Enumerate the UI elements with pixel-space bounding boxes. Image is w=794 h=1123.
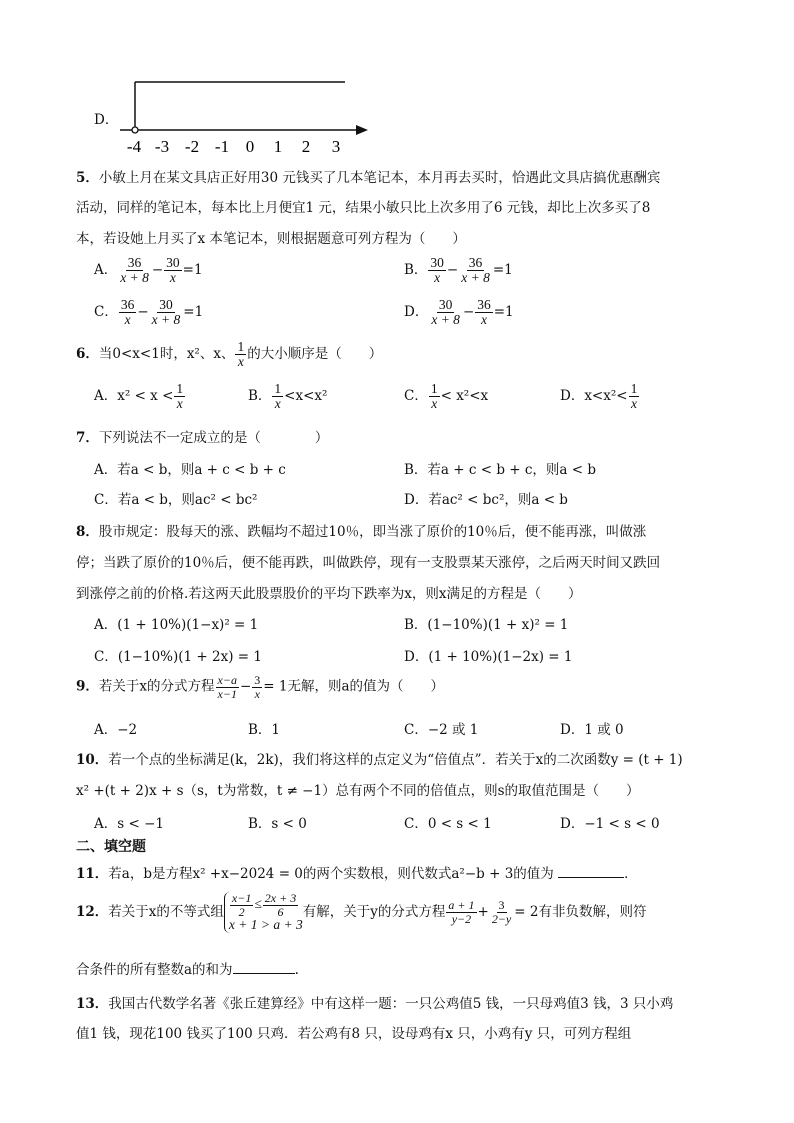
tick-label: -2 <box>184 137 200 156</box>
tick-label: 2 <box>301 137 311 156</box>
q5-option-a: A． $\frac{36}{x + 8}$ − $\frac{30}{x}$ =1 <box>94 255 203 286</box>
fraction-1-over-x: $\frac{1}{x}$ <box>237 339 245 370</box>
open-circle <box>132 127 138 133</box>
fraction: $\frac{36}{x}$ <box>477 297 491 328</box>
tick-label: 3 <box>331 137 341 156</box>
option-label: C． <box>94 304 118 321</box>
tick-label: -4 <box>126 137 142 156</box>
q5-option-c: C． $\frac{36}{x}$ − $\frac{30}{x + 8}$ =1 <box>94 297 204 328</box>
q10-line1: 10．若一个点的坐标满足(k，2k)，我们将这样的点定义为“倍值点”．若关于x的二次函数y = (t + 1) <box>76 752 683 768</box>
q7-option-b: B．若a + c < b + c，则a < b <box>404 462 596 478</box>
q10-option-c: C．0 < s < 1 <box>404 816 492 832</box>
q6-number: 6． <box>76 346 99 363</box>
fraction: $\frac{x-a}{x-1}$ <box>217 673 237 701</box>
q5-option-d: D． $\frac{30}{x + 8}$ − $\frac{36}{x}$ =1 <box>404 297 514 328</box>
inequality-system: $\frac{x-1}{2}$ ≤ $\frac{2x + 3}{6}$ x + 1 > a + 3 <box>224 892 303 933</box>
q9-stem: 9．若关于x的分式方程 $\frac{x-a}{x-1}$ − $\frac{3}{x}$ = 1无解，则a的值为（ ） <box>76 673 445 701</box>
q7-option-d: D．若ac² < bc²，则a < b <box>404 492 568 508</box>
q7-stem: 7．下列说法不一定成立的是（ ） <box>76 430 329 446</box>
q6-option-c: C． $\frac{1}{x}$ < x²<x <box>404 381 489 412</box>
q10-option-d: D．−1 < s < 0 <box>560 816 660 832</box>
q9-number: 9． <box>76 678 99 695</box>
q10-line2: x² +(t + 2)x + s（s，t为常数，t ≠ −1）总有两个不同的倍值点，则s的取值范围是（ ） <box>76 783 640 799</box>
fraction: $\frac{36}{x}$ <box>120 297 135 328</box>
fraction: $\frac{3}{x}$ <box>254 673 261 701</box>
option-label: D． <box>404 304 429 321</box>
fraction: $\frac{a + 1}{y-2}$ <box>448 898 475 927</box>
q13-line2: 值1 钱，现花100 钱买了100 只鸡．若公鸡有8 只，设母鸡有x 只，小鸡有y 只，可列方程组 <box>76 1026 632 1042</box>
q8-option-b: B．(1−10%)(1 + x)² = 1 <box>404 617 569 633</box>
section-title-fill-in: 二、填空题 <box>76 839 146 855</box>
option-label: B． <box>404 262 428 279</box>
fraction: $\frac{30}{x}$ <box>166 255 180 286</box>
q9-option-d: D．1 或 0 <box>560 722 624 738</box>
tick-label: 1 <box>273 137 283 156</box>
q11-number: 11． <box>76 866 109 882</box>
option-d-label: D． <box>94 112 119 128</box>
fraction: $\frac{36}{x + 8}$ <box>120 255 149 286</box>
q5-line2: 活动，同样的笔记本，每本比上月便宜1 元，结果小敏只比上次多用了6 元钱，却比上次多买了8 <box>76 200 651 216</box>
q5-line3: 本，若设她上月买了x 本笔记本，则根据题意可列方程为（ ） <box>76 231 466 247</box>
number-line-figure <box>110 72 380 162</box>
q9-option-c: C．−2 或 1 <box>404 722 479 738</box>
q12-number: 12． <box>76 904 109 921</box>
tick-label: -3 <box>154 137 170 156</box>
q7-option-a: A．若a < b，则a + c < b + c <box>94 462 286 478</box>
q5-line1 <box>76 166 660 186</box>
q9-option-a: A．−2 <box>94 722 138 738</box>
q8-line3: 到涨停之前的价格.若这两天此股票股价的平均下跌率为x，则x满足的方程是（ ） <box>76 586 582 602</box>
q7-number: 7． <box>76 430 99 446</box>
q7-option-c: C．若a < b，则ac² < bc² <box>94 492 258 508</box>
q6-stem: 6．当0<x<1时，x²、x、 $\frac{1}{x}$ 的大小顺序是（ ） <box>76 339 383 370</box>
fraction: $\frac{3}{2-y}$ <box>491 898 512 927</box>
q8-option-c: C．(1−10%)(1 + 2x) = 1 <box>94 649 262 665</box>
q12-line1: 12．若关于x的不等式组 $\frac{x-1}{2}$ ≤ $\frac{2x + 3}{6}$ x + 1 > a + 3 有解，关于y的分式方程 $\frac{a + 1}{y-2}$ + $\frac{3}{2-y}$ = 2有非负数解，则符 <box>76 891 647 933</box>
answer-blank[interactable] <box>233 973 295 974</box>
tick-label: 0 <box>245 137 255 156</box>
fraction: $\frac{36}{x + 8}$ <box>461 255 490 286</box>
q5-text-1: 小敏上月在某文具店正好用30 元钱买了几本笔记本，本月再去买时，恰遇此文具店搞优惠酬宾 <box>98 170 661 186</box>
q10-option-a: A．s < −1 <box>94 816 164 832</box>
q8-line1: 8．股市规定：股每天的涨、跌幅均不超过10％，即当涨了原价的10％后，便不能再涨，叫做涨 <box>76 524 647 540</box>
axis-arrow <box>356 125 368 135</box>
q5-option-b: B． $\frac{30}{x}$ − $\frac{36}{x + 8}$ =1 <box>404 255 513 286</box>
q8-option-d: D．(1 + 10%)(1−2x) = 1 <box>404 649 573 665</box>
tick-label: -1 <box>214 137 230 156</box>
fraction: $\frac{30}{x}$ <box>430 255 444 286</box>
q5-number: 5． <box>76 170 99 186</box>
q10-number: 10． <box>76 752 109 768</box>
q8-number: 8． <box>76 524 99 540</box>
q6-option-d: D．x<x²< $\frac{1}{x}$ <box>560 381 638 412</box>
fraction: $\frac{30}{x + 8}$ <box>151 297 181 328</box>
q6-option-b: B． $\frac{1}{x}$ <x<x² <box>248 381 328 412</box>
q6-option-a: A．x² < x < $\frac{1}{x}$ <box>94 381 184 412</box>
q8-line2: 停；当跌了原价的10％后，便不能再跌，叫做跌停，现有一支股票某天涨停，之后两天时间又跌回 <box>76 555 661 571</box>
fraction: $\frac{30}{x + 8}$ <box>431 297 460 328</box>
q11-stem: 11．若a，b是方程x² +x−2024 = 0的两个实数根，则代数式a²−b + 3的值为 ． <box>76 866 638 882</box>
option-label: A． <box>94 262 118 279</box>
q9-option-b: B．1 <box>248 722 281 738</box>
answer-blank[interactable] <box>558 877 624 878</box>
q13-line1: 13．我国古代数学名著《张丘建算经》中有这样一题：一只公鸡值5 钱，一只母鸡值3 钱，3 只小鸡 <box>76 996 674 1012</box>
q12-line2: 合条件的所有整数a的和为 . <box>76 962 299 978</box>
q13-number: 13． <box>76 996 109 1012</box>
q10-option-b: B．s < 0 <box>248 816 307 832</box>
q8-option-a: A．(1 + 10%)(1−x)² = 1 <box>94 617 259 633</box>
